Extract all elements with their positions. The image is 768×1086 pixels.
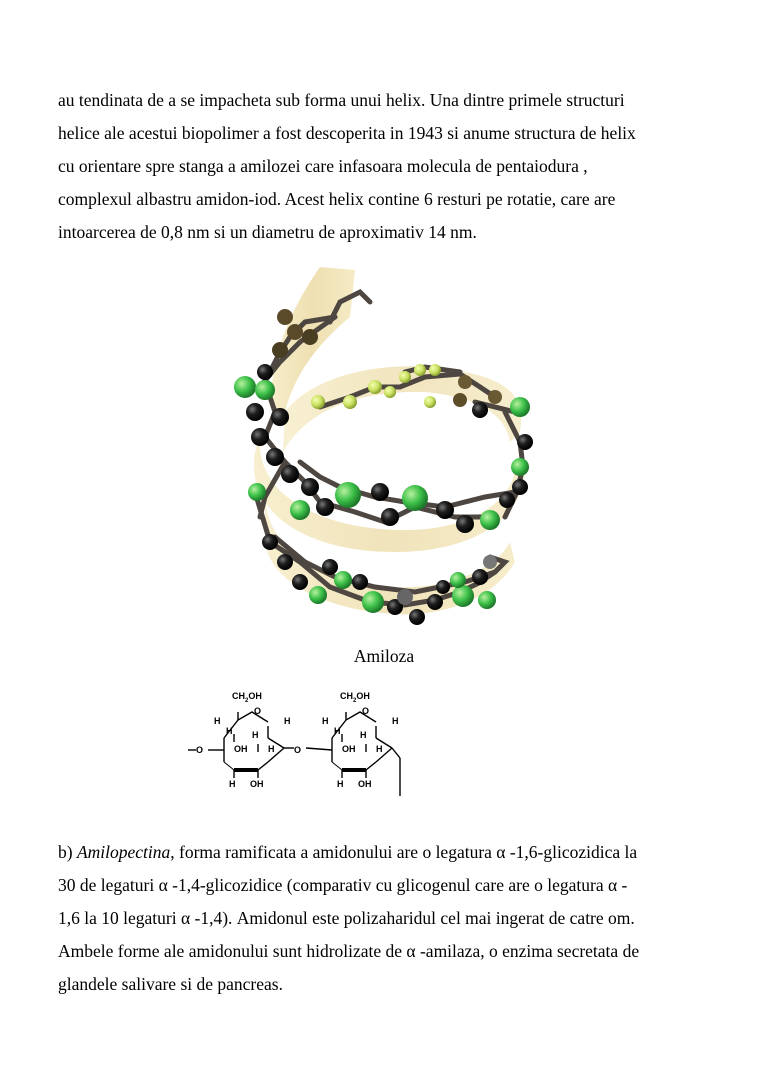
oh-label: OH xyxy=(342,744,356,754)
text-line: glandele salivare si de pancreas. xyxy=(58,974,283,994)
text-line: helice ale acestui biopolimer a fost descoperita in 1943 si anume structura de helix xyxy=(58,123,636,143)
text-line: cu orientare spre stanga a amilozei care infasoara molecula de pentaiodura , xyxy=(58,156,588,176)
oh-label: OH xyxy=(358,779,372,789)
text-span: , forma ramificata a amidonului are o legatura α -1,6-glicozidica la xyxy=(170,842,638,862)
text-line: intoarcerea de 0,8 nm si un diametru de aproximativ 14 nm. xyxy=(58,222,477,242)
ring-oxygen-label: O xyxy=(362,706,370,716)
h-label: H xyxy=(252,730,259,740)
ch2oh-label: $CH_2OH$ xyxy=(340,691,370,704)
h-label: H xyxy=(226,726,233,736)
text-line xyxy=(58,842,637,863)
glycosidic-oxygen-label: O xyxy=(196,745,204,755)
oh-label: OH xyxy=(250,779,264,789)
oh-label: OH xyxy=(234,744,248,754)
h-label: H xyxy=(322,716,329,726)
h-label: H xyxy=(392,716,399,726)
text-line: 1,6 la 10 legaturi α -1,4). Amidonul este polizaharidul cel mai ingerat de catre om. xyxy=(58,908,635,928)
text-line: 30 de legaturi α -1,4-glicozidice (comparativ cu glicogenul care are o legatura α - xyxy=(58,875,628,895)
helix-ribbon xyxy=(254,437,525,552)
h-label: H xyxy=(376,744,383,754)
h-label: H xyxy=(284,716,291,726)
amylose-structure-formula xyxy=(188,686,418,800)
text-line: complexul albastru amidon-iod. Acest helix contine 6 resturi pe rotatie, care are xyxy=(58,189,616,209)
ring-oxygen-label: O xyxy=(254,706,262,716)
list-marker: b) xyxy=(58,842,77,862)
amylose-helix-image xyxy=(225,262,545,634)
h-label: H xyxy=(334,726,341,736)
h-label: H xyxy=(360,730,367,740)
h-label: H xyxy=(229,779,236,789)
h-label: H xyxy=(214,716,221,726)
figure-caption: Amiloza xyxy=(353,646,415,666)
ch2oh-label: $CH_2OH$ xyxy=(232,691,262,704)
h-label: H xyxy=(268,744,275,754)
h-label: H xyxy=(337,779,344,789)
text-line: au tendinata de a se impacheta sub forma unui helix. Una dintre primele structuri xyxy=(58,90,625,110)
text-line: Ambele forme ale amidonului sunt hidrolizate de α -amilaza, o enzima secretata de xyxy=(58,941,640,961)
term-amilopectina: Amilopectina xyxy=(76,842,171,862)
glycosidic-oxygen-label: O xyxy=(294,745,302,755)
